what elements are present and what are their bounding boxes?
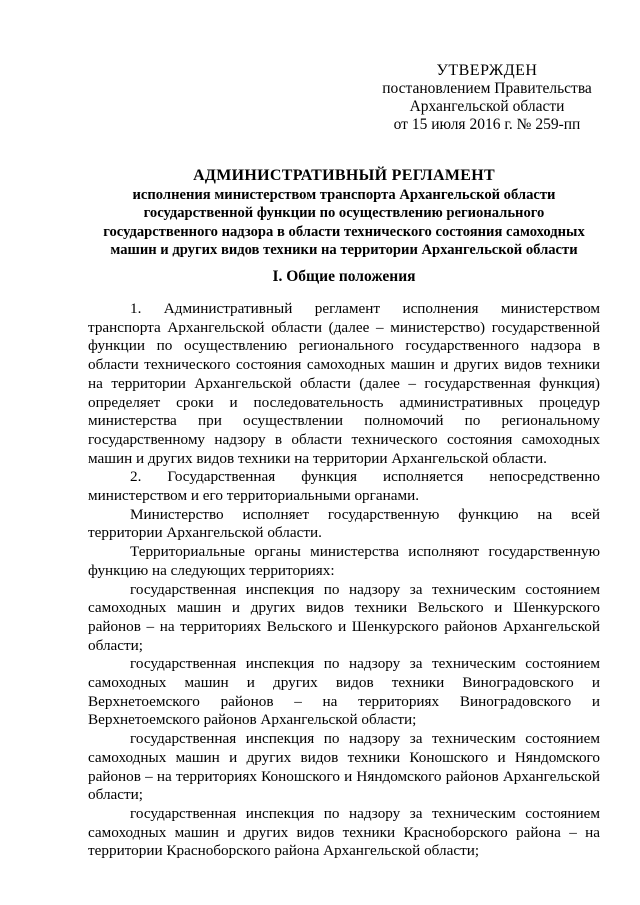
paragraph-inspection-velsk: государственная инспекция по надзору за техническим состоянием самоходных машин и других видов техники Вельского и Шенкурского районов – на территориях Вельского и Шенкурского районов Архангельской области; (88, 580, 600, 654)
paragraph-inspection-krasnoborsk: государственная инспекция по надзору за техническим состоянием самоходных машин и других видов техники Красноборского района – на территории Красноборского района Архангельской области; (88, 804, 600, 860)
document-body (88, 300, 600, 861)
paragraph-2: 2. Государственная функция исполняется непосредственно министерством и его территориальными органами. (88, 468, 600, 505)
paragraph-3: Министерство исполняет государственную функцию на всей территории Архангельской области. (88, 505, 600, 542)
section-heading: I. Общие положения (272, 268, 416, 285)
document-title-main: АДМИНИСТРАТИВНЫЙ РЕГЛАМЕНТ (193, 167, 495, 184)
document-title-subtitle: исполнения министерством транспорта Архангельской области государственной функции по осуществлению регионального государственного надзора в области технического состояния самоходных машин и других видов техники на территории Архангельской области (103, 186, 585, 258)
paragraph-inspection-vinogradovo: государственная инспекция по надзору за техническим состоянием самоходных машин и других видов техники Виноградовского и Верхнетоемского районов – на территориях Виноградовского и Верхнетоемского районов Архангельской области; (88, 655, 600, 729)
approval-stamp (380, 62, 594, 134)
approval-line-resolution: постановлением Правительства (382, 80, 592, 97)
approval-heading: УТВЕРЖДЕН (436, 62, 538, 79)
paragraph-4: Территориальные органы министерства исполняют государственную функцию на следующих территориях: (88, 543, 600, 579)
paragraph-inspection-konosha: государственная инспекция по надзору за техническим состоянием самоходных машин и других видов техники Коношского и Няндомского районов – на территориях Коношского и Няндомского районов Архангельской области; (88, 730, 600, 804)
approval-line-date: от 15 июля 2016 г. № 259-пп (393, 116, 581, 133)
document-title (88, 167, 600, 260)
approval-line-region: Архангельской области (409, 98, 565, 115)
paragraph-1: 1. Административный регламент исполнения министерством транспорта Архангельской области (далее – министерство) государственной функции по осуществлению регионального государственного надзора в области технического состояния самоходных машин и других видов техники на территории Архангельской области (далее – государственная функция) определяет сроки и последовательность административных процедур министерства при осуществлении полномочий по региональному государственному надзору в области технического состояния самоходных машин и других видов техники на территории Архангельской области. (88, 300, 600, 467)
